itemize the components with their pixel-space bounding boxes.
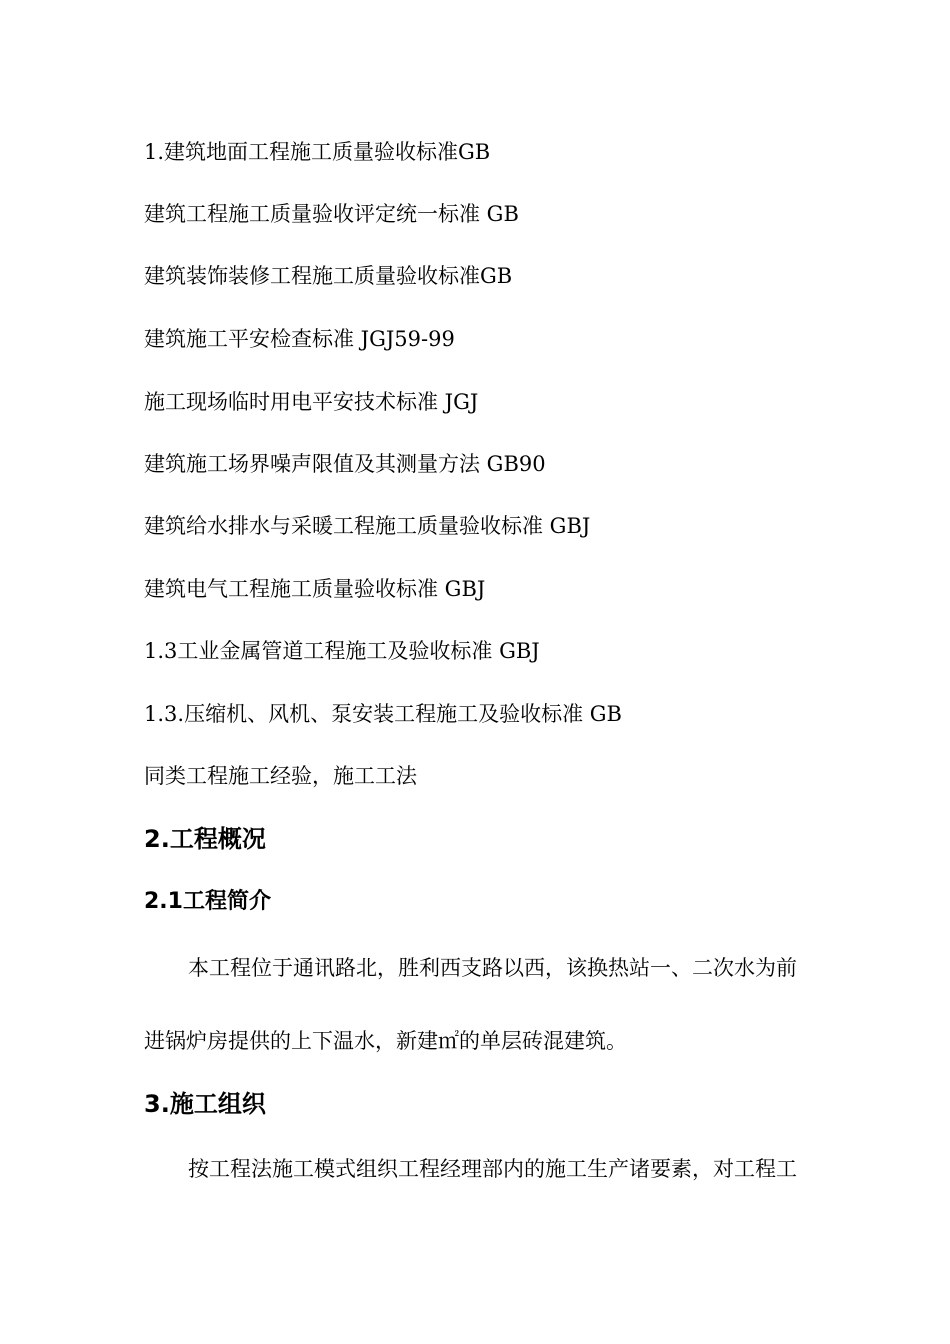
standard-item: 建筑装饰装修工程施工质量验收标准GB [144,264,513,288]
standard-item: 建筑电气工程施工质量验收标准 GBJ [144,577,486,601]
standard-item: 建筑施工平安检查标准 JGJ59-99 [144,327,455,351]
standard-item: 施工现场临时用电平安技术标准 JGJ [144,390,479,414]
standard-item: 1.3.压缩机、风机、泵安装工程施工及验收标准 GB [144,702,622,726]
section-heading-organization: 3.施工组织 [144,1090,266,1118]
paragraph-line: 按工程法施工模式组织工程经理部内的施工生产诸要素，对工程工 [188,1157,797,1181]
standard-item: 同类工程施工经验，施工工法 [144,764,417,788]
standard-item: 建筑给水排水与采暖工程施工质量验收标准 GBJ [144,514,591,538]
paragraph-line: 进锅炉房提供的上下温水，新建㎡的单层砖混建筑。 [144,1029,627,1053]
section-heading-overview: 2.工程概况 [144,825,266,853]
paragraph-line: 本工程位于通讯路北，胜利西支路以西，该换热站一、二次水为前 [188,956,797,980]
sub-heading-project-intro: 2.1工程简介 [144,889,271,914]
standard-item: 建筑工程施工质量验收评定统一标准 GB [144,202,519,226]
standard-item: 建筑施工场界噪声限值及其测量方法 GB90 [144,452,546,476]
standard-item: 1.建筑地面工程施工质量验收标准GB [144,140,491,164]
standard-item: 1.3工业金属管道工程施工及验收标准 GBJ [144,639,540,663]
